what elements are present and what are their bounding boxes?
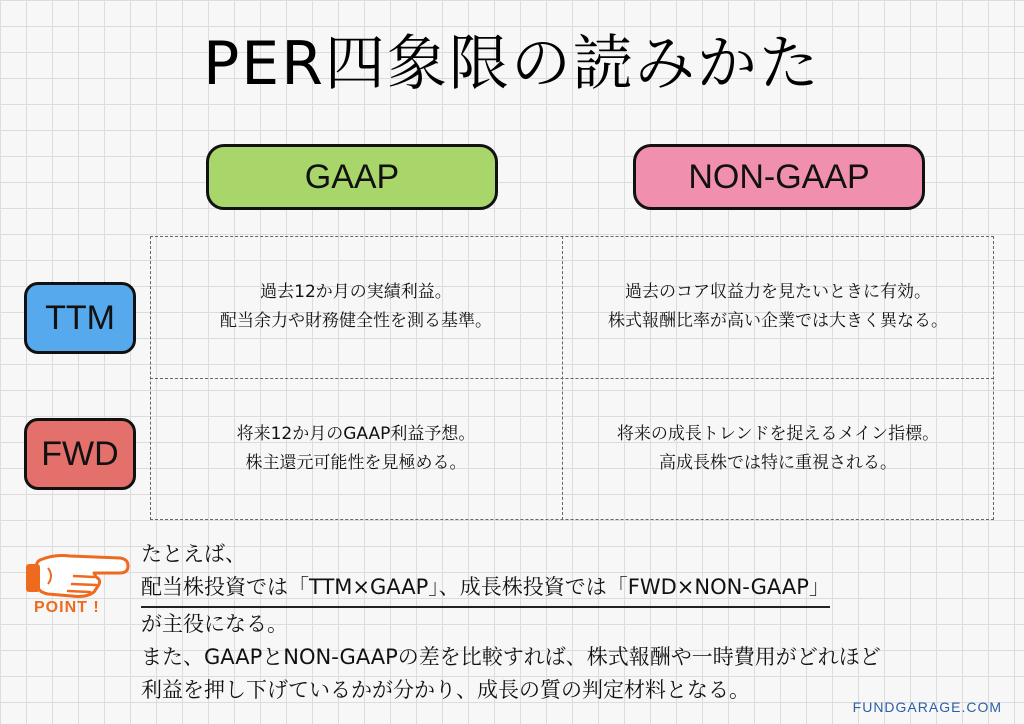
cell-fwd-gaap-line-2: 株主還元可能性を見極める。 — [245, 453, 467, 473]
point-note — [141, 538, 881, 707]
page-title: PER四象限の読みかた — [203, 29, 821, 99]
cell-fwd-non-gaap-line-2: 高成長株では特に重視される。 — [658, 453, 897, 473]
column-header-gaap: GAAP — [206, 144, 498, 210]
cell-fwd-gaap — [150, 378, 562, 520]
row-header-fwd: FWD — [24, 418, 136, 490]
cell-ttm-non-gaap-line-2: 株式報酬比率が高い企業では大きく異なる。 — [608, 311, 948, 331]
note-line-3: が主役になる。 — [141, 612, 288, 636]
cell-ttm-gaap-line-2: 配当余力や財務健全性を測る基準。 — [220, 311, 492, 331]
cell-fwd-gaap-line-1: 将来12か月のGAAP利益予想。 — [236, 424, 476, 444]
note-line-4: また、GAAPとNON-GAAPの差を比較すれば、株式報酬や一時費用がどれほど — [141, 645, 881, 669]
cell-fwd-non-gaap-line-1: 将来の成長トレンドを捉えるメイン指標。 — [616, 424, 940, 444]
row-header-ttm: TTM — [24, 282, 136, 354]
column-header-non-gaap: NON-GAAP — [633, 144, 925, 210]
cell-ttm-gaap-line-1: 過去12か月の実績利益。 — [260, 282, 452, 302]
note-line-5: 利益を押し下げているかが分かり、成長の質の判定材料となる。 — [141, 678, 750, 702]
site-footer-url[interactable]: FUNDGARAGE.COM — [852, 699, 1002, 715]
cell-ttm-gaap — [150, 236, 562, 378]
point-label: POINT ! — [34, 599, 100, 616]
note-line-1: たとえば、 — [141, 542, 246, 566]
cell-ttm-non-gaap — [562, 236, 994, 378]
cell-fwd-non-gaap — [562, 378, 994, 520]
note-line-2-highlight: 配当株投資では「TTM×GAAP」、成長株投資では「FWD×NON-GAAP」 — [141, 571, 830, 608]
pointing-hand-icon — [24, 546, 134, 602]
point-badge — [24, 546, 134, 624]
cell-ttm-non-gaap-line-1: 過去のコア収益力を見たいときに有効。 — [625, 282, 931, 302]
